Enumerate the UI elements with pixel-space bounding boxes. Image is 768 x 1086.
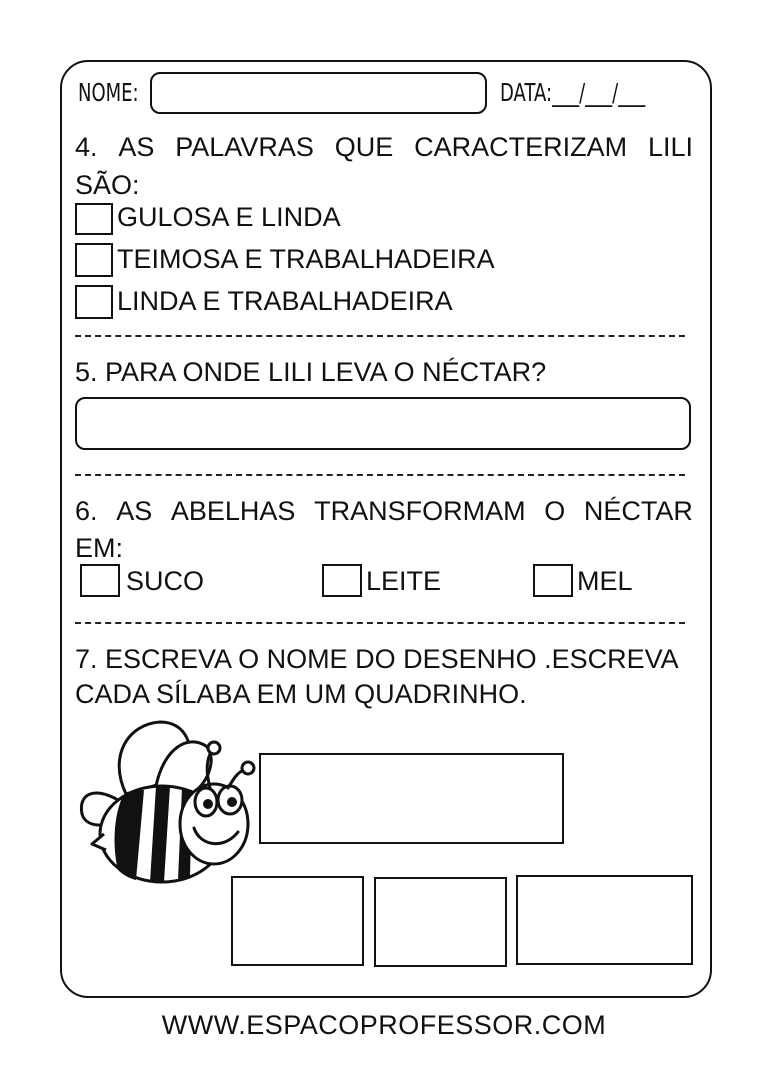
name-field[interactable] xyxy=(150,72,487,114)
q6-option-mel-checkbox[interactable] xyxy=(533,564,573,597)
q4-word: AS xyxy=(118,132,155,162)
q6-word: TRANSFORMAM xyxy=(314,496,526,526)
bee-icon xyxy=(78,716,260,892)
q4-option2-checkbox[interactable] xyxy=(75,243,113,277)
date-label: DATA:___/___/___ xyxy=(500,78,646,107)
q4-word: 4. xyxy=(75,132,98,162)
q6-word: O xyxy=(544,496,566,526)
section-divider xyxy=(75,474,685,476)
q6-option-leite-checkbox[interactable] xyxy=(322,564,362,597)
q6-option-suco-label: SUCO xyxy=(126,566,205,596)
q4-word: CARACTERIZAM xyxy=(414,132,628,162)
q4-option2-label: TEIMOSA E TRABALHADEIRA xyxy=(117,244,495,274)
footer-website: WWW.ESPACOPROFESSOR.COM xyxy=(161,1010,607,1040)
q4-option3-label: LINDA E TRABALHADEIRA xyxy=(117,286,453,316)
q4-option1-label: GULOSA E LINDA xyxy=(117,202,341,232)
q6-question-line1 xyxy=(75,498,693,525)
q4-question-line1 xyxy=(75,134,693,161)
section-divider xyxy=(75,335,685,337)
q5-question: 5. PARA ONDE LILI LEVA O NÉCTAR? xyxy=(75,357,547,387)
name-label: NOME: xyxy=(78,78,139,107)
q6-word: AS xyxy=(116,496,153,526)
q7-question-line1: 7. ESCREVA O NOME DO DESENHO .ESCREVA xyxy=(75,644,679,674)
q4-word: PALAVRAS xyxy=(175,132,314,162)
q6-question-line2: EM: xyxy=(75,533,124,563)
q6-option-mel-label: MEL xyxy=(577,566,633,596)
section-divider xyxy=(75,622,685,624)
q6-word: ABELHAS xyxy=(170,496,296,526)
q6-word: NÉCTAR xyxy=(583,496,693,526)
syllable-box-3[interactable] xyxy=(516,875,693,965)
q4-word: LILI xyxy=(647,132,693,162)
syllable-box-2[interactable] xyxy=(374,877,507,967)
word-answer-box[interactable] xyxy=(259,753,564,844)
q7-question-line2: CADA SÍLABA EM UM QUADRINHO. xyxy=(75,679,527,709)
q4-option1-checkbox[interactable] xyxy=(75,203,113,235)
q6-option-leite-label: LEITE xyxy=(366,566,442,596)
q6-word: 6. xyxy=(75,496,98,526)
q4-word: QUE xyxy=(334,132,394,162)
q4-question-line2: SÃO: xyxy=(75,170,140,200)
q5-answer-field[interactable] xyxy=(75,397,691,450)
q4-option3-checkbox[interactable] xyxy=(75,285,113,319)
q6-option-suco-checkbox[interactable] xyxy=(80,564,120,597)
syllable-box-1[interactable] xyxy=(231,876,364,966)
